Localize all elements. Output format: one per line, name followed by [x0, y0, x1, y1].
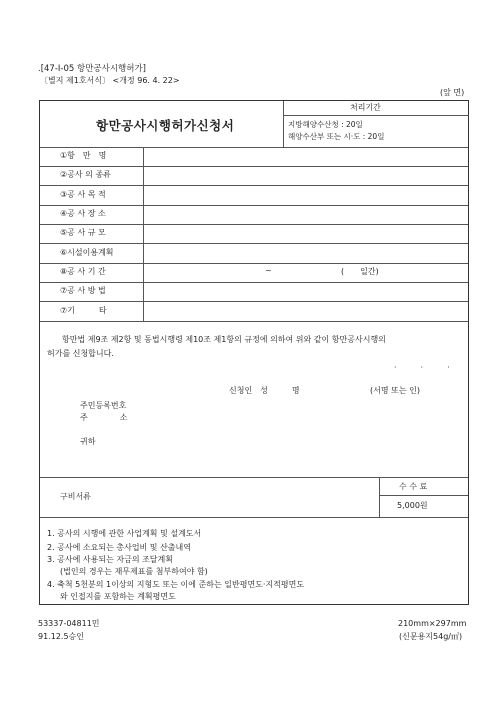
doc-item-1: 1. 공사의 시행에 관한 사업계획 및 설계도서 [47, 529, 202, 538]
field-other: ⑦기 타 [60, 306, 107, 315]
field-facility-plan: ⑥시설이용계획 [60, 248, 114, 257]
form-title: 항만공사시행허가신청서 [96, 118, 235, 133]
field-work-scale: ⑤공 사 규 모 [60, 228, 106, 237]
page-side: (앞 면) [440, 88, 465, 97]
doc-item-3-note: (법인의 경우는 재무제표를 첨부하여야 함) [60, 567, 208, 576]
doc-item-3: 3. 공사에 사용되는 자금의 조달계획 [47, 555, 173, 564]
applicant-address: 주 소 [80, 413, 128, 422]
work-period-days: ( 일간) [341, 267, 379, 276]
statement-line2: 허가를 신청합니다. [47, 349, 114, 358]
field-port-name: ①항 만 명 [60, 151, 107, 160]
footer-approved: 91.12.5승인 [38, 632, 84, 641]
field-work-method: ⑦공 사 방 법 [60, 286, 106, 295]
field-work-type: ②공사 의 종류 [60, 170, 111, 179]
applicant-name-label: 신청인 성 명 [229, 386, 300, 395]
processing-period-label: 처리기간 [350, 103, 381, 112]
fee-amount: 5,000원 [397, 501, 428, 510]
applicant-id-number: 주민등록번호 [80, 401, 127, 410]
applicant-sign: (서명 또는 인) [370, 386, 420, 395]
processing-period-line1: 지방해양수산청 : 20일 [288, 120, 363, 129]
field-work-purpose: ③공 사 목 적 [60, 190, 106, 199]
statement-line1: 항만법 제9조 제2항 및 동법시행령 제10조 제1항의 규정에 의하여 위와 같이 항만공사시행의 [62, 335, 386, 344]
field-work-location: ④공 사 장 소 [60, 209, 106, 218]
field-work-period: ⑧공 사 기 간 [60, 267, 106, 276]
date-dots: · · · [394, 363, 450, 372]
fee-label: 수 수 료 [399, 482, 428, 491]
footer-size: 210mm×297mm [398, 619, 467, 628]
footer-code: 53337-04811민 [38, 619, 100, 628]
form-number: 〔별지 제1호서식〕 <개정 96. 4. 22> [40, 76, 180, 85]
work-period-tilde: ~ [265, 266, 272, 275]
application-form [39, 100, 469, 605]
processing-period-line2: 해양수산부 또는 시·도 : 20일 [288, 132, 385, 141]
recipient-to: 귀하 [80, 437, 96, 446]
doc-item-4-cont: 와 인접지를 포함하는 계획평면도 [60, 592, 176, 601]
doc-item-2: 2. 공사에 소요되는 총사업비 및 산출내역 [47, 543, 191, 552]
required-docs-label: 구비서류 [60, 492, 91, 501]
doc-item-4: 4. 축척 5천분의 1이상의 지형도 또는 이에 준하는 일반평면도·지적평면도 [47, 580, 305, 589]
form-code: .[47-Ⅰ-05 항만공사시행허가] [38, 64, 146, 74]
footer-paper: (신문용지54g/㎡) [399, 632, 463, 641]
